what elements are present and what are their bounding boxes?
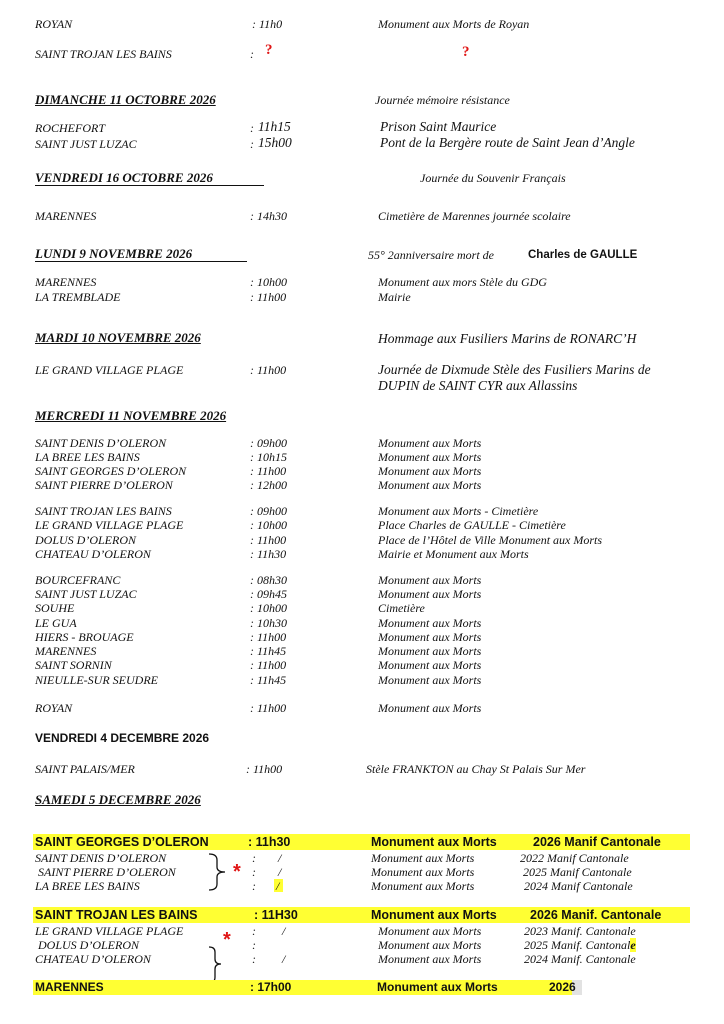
event-place: MARENNES xyxy=(35,275,97,289)
group-brace-icon xyxy=(205,945,225,985)
event-time: : 12h00 xyxy=(250,478,287,492)
event-time: : 11h45 xyxy=(250,673,287,687)
event-desc: Monument aux Morts xyxy=(378,673,482,687)
event-desc: Monument aux Morts xyxy=(378,924,482,938)
event-place: NIEULLE-SUR SEUDRE xyxy=(35,673,158,687)
event-time: : 14h30 xyxy=(250,209,287,223)
event-time: / xyxy=(282,924,286,938)
cantonale-time: : 11H30 xyxy=(254,908,298,922)
section-subtitle-souvenir: Journée du Souvenir Français xyxy=(420,171,566,185)
event-desc: Pont de la Bergère route de Saint Jean d’Angle xyxy=(380,135,635,150)
event-colon: : xyxy=(252,851,256,865)
event-place: LA TREMBLADE xyxy=(35,290,121,304)
event-time: : 10h30 xyxy=(250,616,287,630)
event-time: : 10h00 xyxy=(250,518,287,532)
event-place: SAINT DENIS D’OLERON xyxy=(35,436,167,450)
event-note: 2025 Manif Cantonale xyxy=(523,865,632,879)
event-place: SOUHE xyxy=(35,601,75,615)
group-brace-icon xyxy=(205,852,229,892)
event-place: SAINT GEORGES D’OLERON xyxy=(35,464,187,478)
section-title-mercredi-11-novembre: MERCREDI 11 NOVEMBRE 2026 xyxy=(35,408,227,423)
event-time: : 11h00 xyxy=(250,658,287,672)
cantonale-year-text: 202 xyxy=(549,980,570,994)
event-time: : 09h45 xyxy=(250,587,287,601)
cantonale-desc: Monument aux Morts xyxy=(377,980,498,994)
royan-desc: Monument aux Morts de Royan xyxy=(378,17,530,31)
event-desc: Place de l’Hôtel de Ville Monument aux Morts xyxy=(378,533,603,547)
event-desc: Monument aux Morts xyxy=(378,464,482,478)
event-desc: Monument aux Morts xyxy=(378,478,482,492)
event-time: : 10h00 xyxy=(250,275,287,289)
event-desc: Monument aux Morts xyxy=(378,450,482,464)
event-place: SAINT TROJAN LES BAINS xyxy=(35,504,172,518)
event-time: / xyxy=(278,865,282,879)
asterisk-icon: * xyxy=(233,861,241,883)
section-title-dimanche-11-octobre: DIMANCHE 11 OCTOBRE 2026 xyxy=(35,92,216,107)
event-time: : 10h15 xyxy=(250,450,287,464)
section-subtitle-fusiliers: Hommage aux Fusiliers Marins de RONARC’H xyxy=(378,331,637,346)
section-underline xyxy=(35,185,264,186)
event-desc: Monument aux Morts xyxy=(371,851,475,865)
event-place: BOURCEFRANC xyxy=(35,573,121,587)
event-place: ROCHEFORT xyxy=(35,121,105,135)
event-place: SAINT SORNIN xyxy=(35,658,112,672)
cantonale-place: SAINT TROJAN LES BAINS xyxy=(35,908,198,922)
event-time: : 11h00 xyxy=(250,630,287,644)
cantonale-time: : 11h30 xyxy=(248,835,291,849)
event-desc-line1: Journée de Dixmude Stèle des Fusiliers Marins de xyxy=(378,362,651,377)
event-desc: Stèle FRANKTON au Chay St Palais Sur Mer xyxy=(366,762,586,776)
royan-time: : 11h0 xyxy=(252,17,283,31)
event-time: / xyxy=(278,851,282,865)
event-place: LA BREE LES BAINS xyxy=(35,450,140,464)
event-place: LE GUA xyxy=(35,616,77,630)
event-place: LE GRAND VILLAGE PLAGE xyxy=(35,363,184,377)
event-desc: Prison Saint Maurice xyxy=(380,119,497,134)
event-time: 11h15 xyxy=(258,119,291,134)
event-note-text: 2025 Manif. Cantonal xyxy=(524,938,631,952)
event-time: : 08h30 xyxy=(250,573,287,587)
event-time: : 09h00 xyxy=(250,504,287,518)
event-place: LE GRAND VILLAGE PLAGE xyxy=(35,924,184,938)
event-desc: Monument aux Morts xyxy=(378,658,482,672)
event-place: DOLUS D’OLERON xyxy=(35,533,137,547)
event-desc: Monument aux Morts xyxy=(378,644,482,658)
event-desc: Cimetière xyxy=(378,601,425,615)
event-place: LE GRAND VILLAGE PLAGE xyxy=(35,518,184,532)
event-desc: Monument aux Morts xyxy=(371,865,475,879)
saint-trojan-colon: : xyxy=(250,47,254,61)
event-time: : 11h00 xyxy=(250,290,287,304)
cantonale-year: 2026 Manif Cantonale xyxy=(533,835,661,849)
event-desc: Cimetière de Marennes journée scolaire xyxy=(378,209,571,223)
event-place: SAINT PIERRE D’OLERON xyxy=(38,865,176,879)
event-desc: Monument aux Morts xyxy=(378,952,482,966)
cantonale-year: 2026 Manif. Cantonale xyxy=(530,908,662,922)
cantonale-year xyxy=(549,980,576,995)
event-time: : 11h45 xyxy=(250,644,287,658)
charles-de-gaulle-name: Charles de GAULLE xyxy=(528,249,638,261)
event-note: 2024 Manif. Cantonale xyxy=(524,952,636,966)
event-desc: Monument aux Morts - Cimetière xyxy=(378,504,539,518)
event-desc: Monument aux mors Stèle du GDG xyxy=(378,275,547,289)
event-desc: Monument aux Morts xyxy=(378,436,482,450)
event-colon: : xyxy=(252,865,256,879)
event-place: LA BREE LES BAINS xyxy=(35,879,140,893)
event-colon: : xyxy=(252,938,256,952)
cantonale-desc: Monument aux Morts xyxy=(371,908,497,922)
event-time: : 09h00 xyxy=(250,436,287,450)
event-time: : 11h00 xyxy=(250,701,287,715)
section-title-samedi-5-decembre: SAMEDI 5 DECEMBRE 2026 xyxy=(35,792,201,807)
event-time: : 11h00 xyxy=(250,533,287,547)
section-title-vendredi-16-octobre: VENDREDI 16 OCTOBRE 2026 xyxy=(35,170,213,185)
event-place: SAINT PIERRE D’OLERON xyxy=(35,478,173,492)
event-desc: Monument aux Morts xyxy=(371,879,475,893)
event-desc: Mairie et Monument aux Morts xyxy=(378,547,529,561)
event-desc: Monument aux Morts xyxy=(378,587,482,601)
event-colon: : xyxy=(250,137,254,151)
event-time: / xyxy=(282,952,286,966)
section-underline xyxy=(35,261,247,262)
event-desc: Place Charles de GAULLE - Cimetière xyxy=(378,518,566,532)
section-subtitle-anniversaire: 55° 2anniversaire mort de xyxy=(368,248,495,262)
event-time: : 11h00 xyxy=(250,363,287,377)
section-title-vendredi-4-decembre: VENDREDI 4 DECEMBRE 2026 xyxy=(35,731,210,745)
event-time: 15h00 xyxy=(258,135,292,150)
event-place: MARENNES xyxy=(35,644,97,658)
cantonale-place: MARENNES xyxy=(35,980,104,994)
event-colon: : xyxy=(252,924,256,938)
event-desc: Monument aux Morts xyxy=(378,630,482,644)
saint-trojan-place: SAINT TROJAN LES BAINS xyxy=(35,47,172,61)
event-place: HIERS - BROUAGE xyxy=(35,630,134,644)
event-desc: Monument aux Morts xyxy=(378,573,482,587)
cantonale-year-end: 6 xyxy=(569,980,576,994)
event-place: CHATEAU D’OLERON xyxy=(35,952,151,966)
event-place: ROYAN xyxy=(35,701,73,715)
event-place: MARENNES xyxy=(35,209,97,223)
event-place: SAINT JUST LUZAC xyxy=(35,137,137,151)
event-note: 2023 Manif. Cantonale xyxy=(524,924,636,938)
event-desc-line2: DUPIN de SAINT CYR aux Allassins xyxy=(378,378,578,393)
event-note: 2022 Manif Cantonale xyxy=(520,851,629,865)
event-place: CHATEAU D’OLERON xyxy=(35,547,151,561)
event-place: SAINT JUST LUZAC xyxy=(35,587,137,601)
event-time: : 11h00 xyxy=(250,464,287,478)
event-desc: Monument aux Morts xyxy=(378,938,482,952)
event-time: / xyxy=(276,879,280,893)
event-desc: Mairie xyxy=(378,290,411,304)
section-subtitle-resistance: Journée mémoire résistance xyxy=(375,93,510,107)
event-time: : 10h00 xyxy=(250,601,287,615)
event-note-end: e xyxy=(630,938,636,952)
cantonale-time: : 17h00 xyxy=(250,980,292,994)
event-time: : 11h30 xyxy=(250,547,287,561)
event-desc: Monument aux Morts xyxy=(378,616,482,630)
event-colon: : xyxy=(250,121,254,135)
event-place: SAINT PALAIS/MER xyxy=(35,762,135,776)
section-title-lundi-9-novembre: LUNDI 9 NOVEMBRE 2026 xyxy=(35,246,193,261)
event-colon: : xyxy=(252,879,256,893)
cantonale-place: SAINT GEORGES D’OLERON xyxy=(35,835,209,849)
event-place: DOLUS D’OLERON xyxy=(38,938,140,952)
event-time: : 11h00 xyxy=(246,762,283,776)
cantonale-desc: Monument aux Morts xyxy=(371,835,497,849)
event-note: 2024 Manif Cantonale xyxy=(524,879,633,893)
event-desc: Monument aux Morts xyxy=(378,701,482,715)
question-mark-time: ? xyxy=(265,42,273,58)
event-colon: : xyxy=(252,952,256,966)
section-title-mardi-10-novembre: MARDI 10 NOVEMBRE 2026 xyxy=(35,330,201,345)
question-mark-desc: ? xyxy=(462,44,470,60)
asterisk-icon: * xyxy=(223,929,231,951)
event-place: SAINT DENIS D’OLERON xyxy=(35,851,167,865)
royan-place: ROYAN xyxy=(35,17,73,31)
event-note xyxy=(524,938,636,952)
